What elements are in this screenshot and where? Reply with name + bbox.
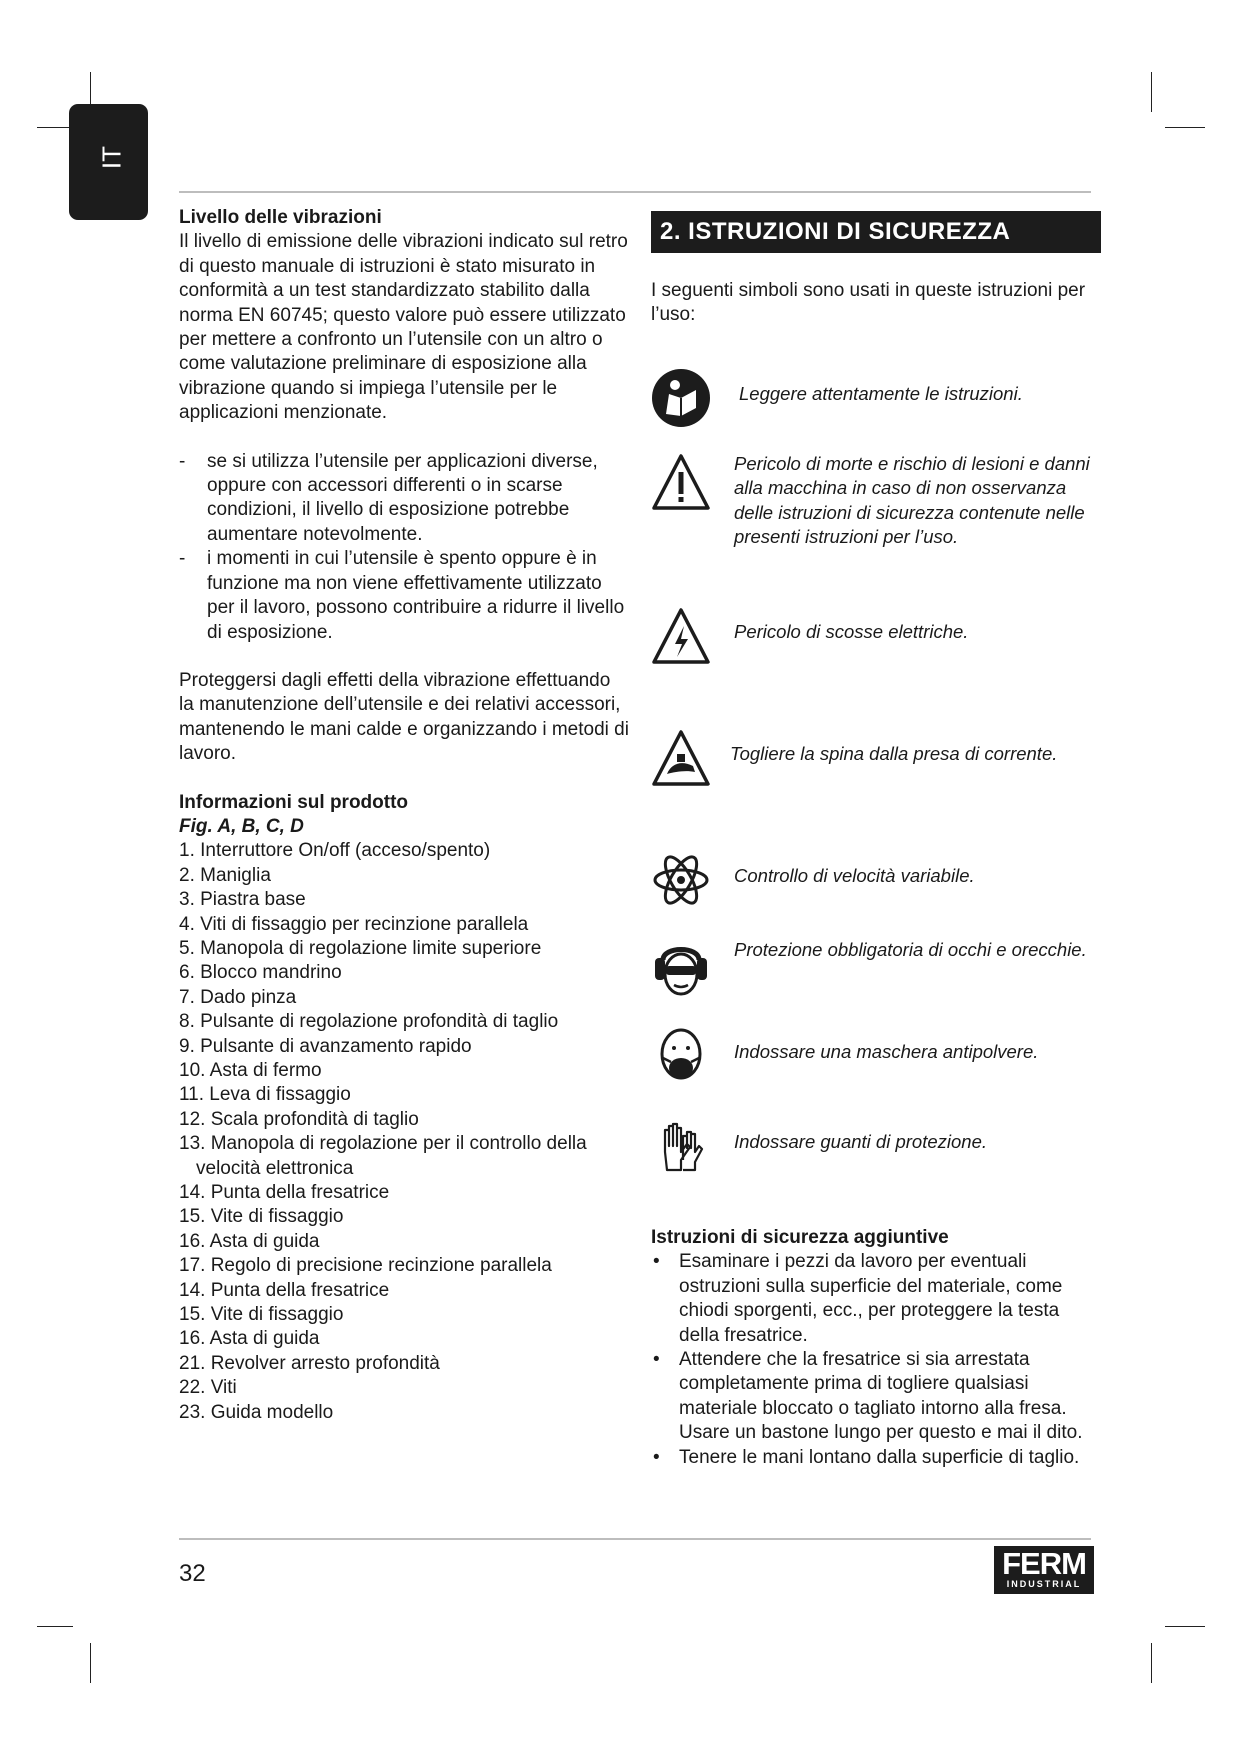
warning-icon bbox=[651, 452, 711, 512]
top-rule bbox=[179, 191, 1091, 193]
page-number: 32 bbox=[179, 1560, 206, 1587]
ferm-logo bbox=[994, 1546, 1094, 1594]
list-item: 8. Pulsante di regolazione profondità di taglio bbox=[179, 1011, 559, 1033]
bullet-text: Attendere che la fresatrice si sia arrestata completamente prima di togliere qualsiasi materiale bloccato o tagliato intorno alla fresa. Usare un bastone lungo per questo e mai il dito. bbox=[679, 1349, 1083, 1444]
list-item: 3. Piastra base bbox=[179, 889, 306, 911]
dash-item-text: se si utilizza l’utensile per applicazioni diverse, oppure con accessori differenti o in scarse condizioni, il livello di esposizione potrebbe aumentare notevolmente. bbox=[207, 450, 598, 545]
dust-mask-icon bbox=[651, 1026, 711, 1086]
list-item: 12. Scala profondità di taglio bbox=[179, 1108, 419, 1130]
unplug-icon bbox=[651, 728, 711, 788]
logo-main: FERM bbox=[1002, 1546, 1086, 1581]
list-item: 21. Revolver arresto profondità bbox=[179, 1352, 440, 1374]
list-item: 10. Asta di fermo bbox=[179, 1060, 322, 1081]
list-item: 15. Vite di fissaggio bbox=[179, 1206, 344, 1228]
symbols-intro: I seguenti simboli sono usati in queste istruzioni per l’uso: bbox=[651, 280, 1086, 326]
list-item-continuation: velocità elettronica bbox=[196, 1157, 354, 1179]
symbol-text: Indossare una maschera antipolvere. bbox=[734, 1041, 1039, 1062]
symbol-text: Togliere la spina dalla presa di corrente. bbox=[730, 743, 1058, 764]
list-item: 13. Manopola di regolazione per il controllo della bbox=[179, 1133, 587, 1155]
symbol-text: Pericolo di morte e rischio di lesioni e danni alla macchina in caso di non osservanza delle istruzioni di sicurezza contenute nelle presenti istruzioni per l’uso. bbox=[734, 453, 1090, 548]
figure-label: Fig. A, B, C, D bbox=[179, 815, 304, 837]
eye-ear-protection-icon bbox=[651, 938, 711, 998]
crop-mark bbox=[1151, 1643, 1152, 1683]
vibration-heading: Livello delle vibrazioni bbox=[179, 207, 382, 228]
section-title: 2. ISTRUZIONI DI SICUREZZA bbox=[651, 211, 1101, 253]
logo-sub: INDUSTRIAL bbox=[1006, 1579, 1082, 1589]
list-item: 4. Viti di fissaggio per recinzione parallela bbox=[179, 913, 529, 935]
crop-mark bbox=[90, 1643, 91, 1683]
dash-item-text: i momenti in cui l’utensile è spento oppure è in funzione ma non viene effettivamente utilizzato per il lavoro, possono contribuire a ridurre il livello di esposizione. bbox=[207, 548, 625, 643]
parts-list bbox=[179, 839, 629, 1425]
electric-shock-icon bbox=[651, 606, 711, 666]
bullet-text: Tenere le mani lontano dalla superficie di taglio. bbox=[679, 1446, 1080, 1468]
bullet-item: • Esaminare i pezzi da lavoro per eventuali ostruzioni sulla superficie del materiale, come chiodi sporgenti, ecc., per proteggere la testa della fresatrice. bbox=[653, 1251, 1063, 1346]
crop-mark bbox=[37, 127, 73, 128]
vibration-paragraph: Il livello di emissione delle vibrazioni indicato sul retro di questo manuale di istruzioni è stato misurato in conformità a un test standardizzato stabilito dalla norma EN 60745; questo valore può essere utilizzato per mettere a confronto un l’utensile con un altro o come valutazione preliminare di esposizione alla vibrazione quando si impiega l’utensile per le applicazioni menzionate. bbox=[179, 231, 628, 424]
list-item: 7. Dado pinza bbox=[179, 986, 297, 1008]
symbol-text: Pericolo di scosse elettriche. bbox=[734, 621, 969, 642]
bullet-item: • Attendere che la fresatrice si sia arrestata completamente prima di togliere qualsiasi materiale bloccato o tagliato intorno alla fresa. Usare un bastone lungo per questo e mai il dito. bbox=[653, 1349, 1083, 1444]
list-item: 17. Regolo di precisione recinzione parallela bbox=[179, 1255, 552, 1277]
crop-mark bbox=[1165, 1626, 1205, 1627]
symbol-text: Controllo di velocità variabile. bbox=[734, 865, 975, 886]
list-item: 11. Leva di fissaggio bbox=[179, 1084, 351, 1106]
read-manual-icon bbox=[651, 368, 711, 428]
list-item: 14. Punta della fresatrice bbox=[179, 1182, 390, 1204]
protect-paragraph: Proteggersi dagli effetti della vibrazione effettuando la manutenzione dell’utensile e dei relativi accessori, mantenendo le mani calde e organizzando i metodi di lavoro. bbox=[179, 669, 629, 765]
list-item: 14. Punta della fresatrice bbox=[179, 1279, 390, 1301]
product-info-heading: Informazioni sul prodotto bbox=[179, 791, 409, 813]
crop-mark bbox=[1151, 72, 1152, 112]
gloves-icon bbox=[651, 1116, 711, 1176]
list-item: 22. Viti bbox=[179, 1377, 237, 1399]
right-column-top bbox=[651, 211, 1101, 328]
symbol-text: Protezione obbligatoria di occhi e orecchie. bbox=[734, 939, 1087, 960]
language-code: IT bbox=[96, 145, 127, 170]
symbol-text: Indossare guanti di protezione. bbox=[734, 1131, 988, 1152]
language-tab bbox=[69, 104, 148, 220]
list-item: 1. Interruttore On/off (acceso/spento) bbox=[179, 840, 491, 862]
crop-mark bbox=[1165, 127, 1205, 128]
additional-safety bbox=[651, 1226, 1091, 1470]
bottom-rule bbox=[179, 1538, 1091, 1540]
bullet-text: Esaminare i pezzi da lavoro per eventuali ostruzioni sulla superficie del materiale, come chiodi sporgenti, ecc., per proteggere la testa della fresatrice. bbox=[679, 1251, 1063, 1346]
symbol-text: Leggere attentamente le istruzioni. bbox=[739, 383, 1023, 404]
dash-item: - se si utilizza l’utensile per applicazioni diverse, oppure con accessori differenti o in scarse condizioni, il livello di esposizione potrebbe aumentare notevolmente. bbox=[179, 450, 598, 545]
crop-mark bbox=[37, 1626, 73, 1627]
list-item: 5. Manopola di regolazione limite superiore bbox=[179, 937, 542, 959]
list-item: 16. Asta di guida bbox=[179, 1230, 320, 1252]
list-item: 6. Blocco mandrino bbox=[179, 962, 342, 984]
list-item: 15. Vite di fissaggio bbox=[179, 1304, 344, 1326]
left-column bbox=[179, 206, 629, 1425]
list-item: 16. Asta di guida bbox=[179, 1328, 320, 1350]
dash-item: - i momenti in cui l’utensile è spento oppure è in funzione ma non viene effettivamente utilizzato per il lavoro, possono contribuire a ridurre il livello di esposizione. bbox=[179, 548, 625, 643]
list-item: 23. Guida modello bbox=[179, 1401, 334, 1423]
additional-safety-heading: Istruzioni di sicurezza aggiuntive bbox=[651, 1227, 949, 1248]
list-item: 9. Pulsante di avanzamento rapido bbox=[179, 1035, 472, 1057]
variable-speed-icon bbox=[651, 850, 711, 910]
list-item: 2. Maniglia bbox=[179, 864, 271, 886]
bullet-item: • Tenere le mani lontano dalla superficie di taglio. bbox=[653, 1446, 1080, 1468]
